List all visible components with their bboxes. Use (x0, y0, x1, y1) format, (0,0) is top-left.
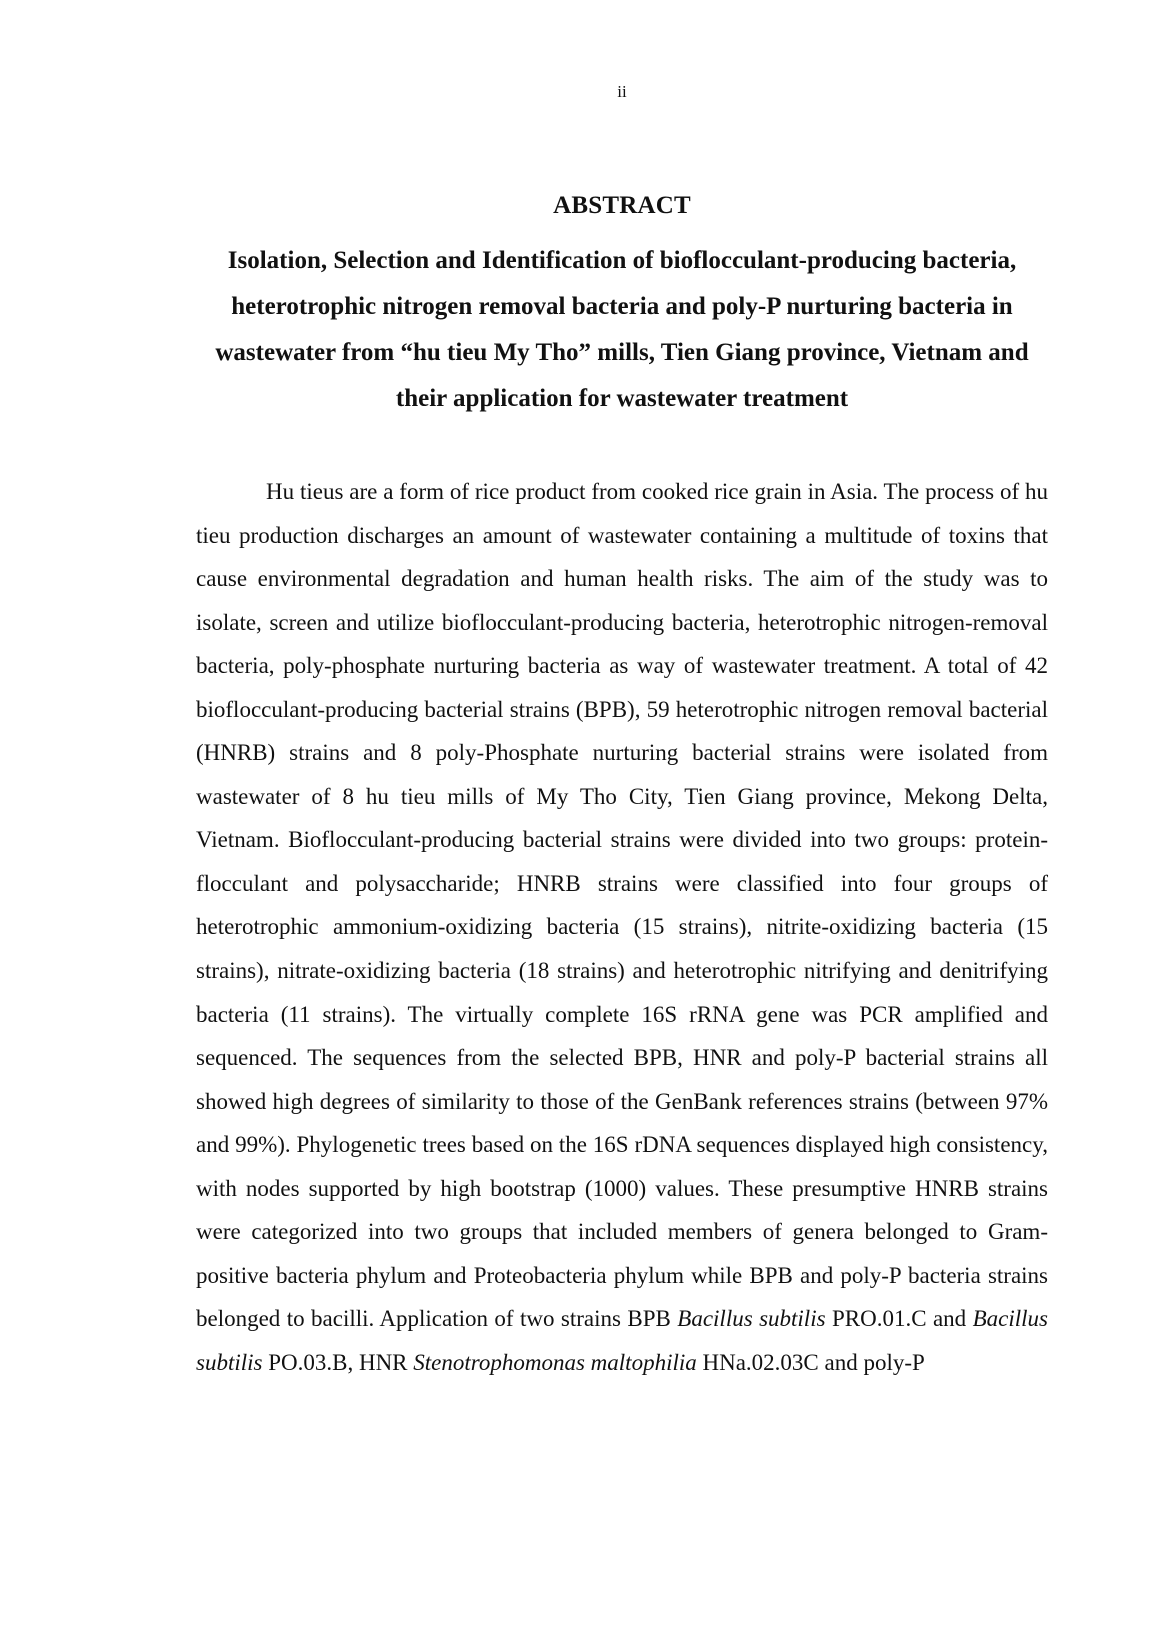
thesis-title: Isolation, Selection and Identification of bioflocculant-producing bacteria, heterotrophic nitrogen removal bacteria and poly-P nurturing bacteria in wastewater from “hu tieu My Tho” mills, Tien Giang province, Vietnam and their application for wastewater treatment (215, 247, 1029, 412)
abstract-text-part-4: HNa.02.03C and poly-P (696, 1349, 925, 1375)
species-name-2: Bacillus subtilis (196, 1306, 1048, 1375)
species-name-3: Stenotrophomonas maltophilia (413, 1349, 697, 1375)
abstract-text-part-1: Hu tieus are a form of rice product from cooked rice grain in Asia. The process of hu tieu production discharges an amount of wastewater containing a multitude of toxins that cause environmental degradation and human health risks. The aim of the study was to isolate, screen and utilize bioflocculant-producing bacteria, heterotrophic nitrogen-removal bacteria, poly-phosphate nurturing bacteria as way of wastewater treatment. A total of 42 bioflocculant-producing bacterial strains (BPB), 59 heterotrophic nitrogen removal bacterial (HNRB) strains and 8 poly-Phosphate nurturing bacterial strains were isolated from wastewater of 8 hu tieu mills of My Tho City, Tien Giang province, Mekong Delta, Vietnam. Bioflocculant-producing bacterial strains were divided into two groups: protein-flocculant and polysaccharide; HNRB strains were classified into four groups of heterotrophic ammonium-oxidizing bacteria (15 strains), nitrite-oxidizing bacteria (15 strains), nitrate-oxidizing bacteria (18 strains) and heterotrophic nitrifying and denitrifying bacteria (11 strains). The virtually complete 16S rRNA gene was PCR amplified and sequenced. The sequences from the selected BPB, HNR and poly-P bacterial strains all showed high degrees of similarity to those of the GenBank references strains (between 97% and 99%). Phylogenetic trees based on the 16S rDNA sequences displayed high consistency, with nodes supported by high bootstrap (1000) values. These presumptive HNRB strains were categorized into two groups that included members of genera belonged to Gram-positive bacteria phylum and Proteobacteria phylum while BPB and poly-P bacteria strains belonged to bacilli. Application of two strains BPB (196, 479, 1048, 1332)
abstract-heading: ABSTRACT (553, 192, 691, 219)
abstract-text-part-2: PRO.01.C and (825, 1306, 973, 1332)
abstract-body (196, 470, 1048, 1384)
page-number: ii (617, 82, 627, 101)
abstract-text-part-3: PO.03.B, HNR (262, 1349, 414, 1375)
species-name-1: Bacillus subtilis (677, 1306, 826, 1332)
